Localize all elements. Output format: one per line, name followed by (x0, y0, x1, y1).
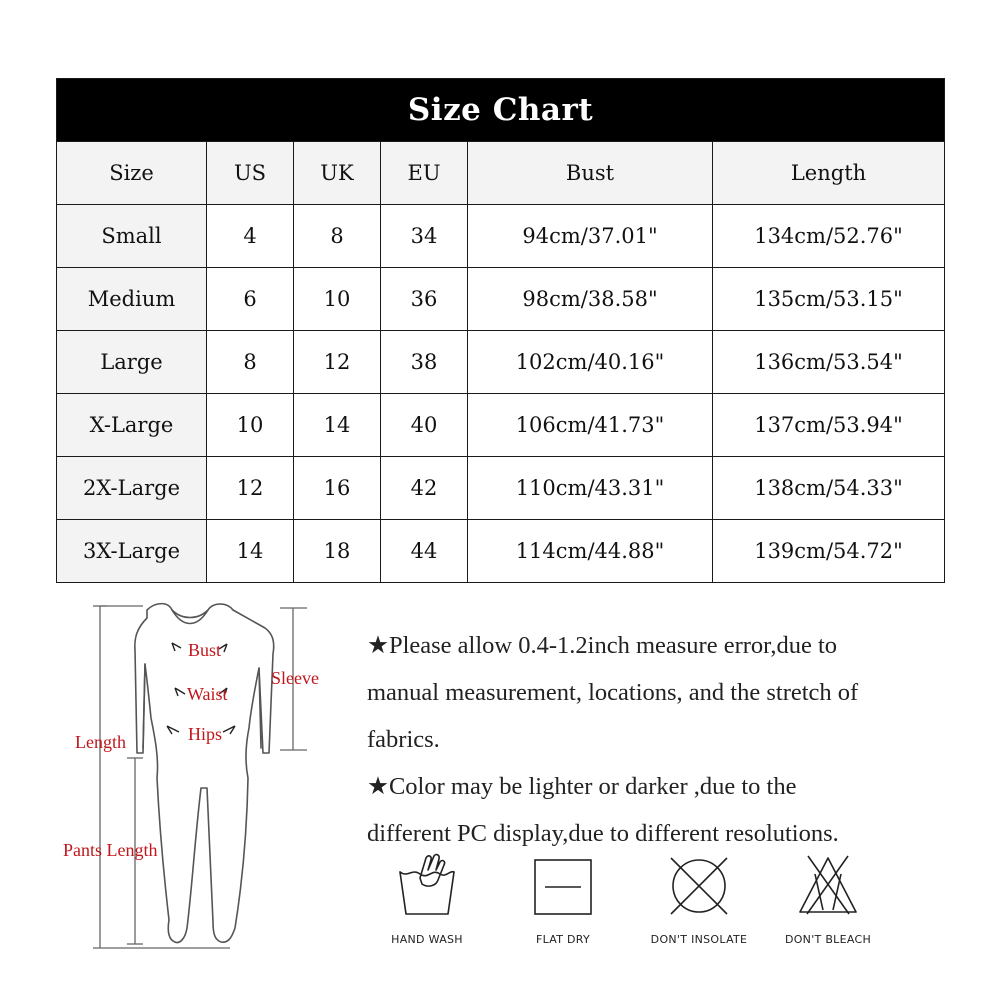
table-row (57, 394, 945, 457)
length-cell: 134cm/52.76" (713, 205, 945, 268)
dont-bleach-icon (763, 848, 893, 928)
dont-insolate-label: DON'T INSOLATE (650, 933, 748, 946)
length-cell: 138cm/54.33" (713, 457, 945, 520)
us-cell: 10 (207, 394, 294, 457)
hips-label: Hips (188, 724, 223, 744)
eu-cell: 44 (381, 520, 468, 583)
note-line: different PC display,due to different resolutions. (367, 820, 839, 847)
flat-dry-label: FLAT DRY (535, 933, 591, 946)
eu-cell: 38 (381, 331, 468, 394)
uk-cell: 18 (294, 520, 381, 583)
size-cell: Large (57, 331, 207, 394)
column-header-uk: UK (294, 142, 381, 205)
uk-cell: 10 (294, 268, 381, 331)
note-line: ★Please allow 0.4-1.2inch measure error,due to (367, 632, 837, 659)
uk-cell: 16 (294, 457, 381, 520)
column-header-length: Length (713, 142, 945, 205)
waist-label: Waist (187, 684, 228, 704)
eu-cell: 34 (381, 205, 468, 268)
size-cell: 3X-Large (57, 520, 207, 583)
table-row (57, 520, 945, 583)
bust-cell: 106cm/41.73" (468, 394, 713, 457)
care-item-flat-dry (498, 848, 628, 958)
uk-cell: 12 (294, 331, 381, 394)
length-cell: 135cm/53.15" (713, 268, 945, 331)
us-cell: 14 (207, 520, 294, 583)
bust-cell: 94cm/37.01" (468, 205, 713, 268)
table-row (57, 205, 945, 268)
hand-wash-icon (362, 848, 492, 928)
bust-label: Bust (188, 640, 222, 660)
uk-cell: 14 (294, 394, 381, 457)
column-header-bust: Bust (468, 142, 713, 205)
dont-bleach-label: DON'T BLEACH (784, 933, 872, 946)
size-cell: 2X-Large (57, 457, 207, 520)
length-cell: 136cm/53.54" (713, 331, 945, 394)
table-header-row (57, 142, 945, 205)
flat-dry-icon (498, 848, 628, 928)
bust-cell: 110cm/43.31" (468, 457, 713, 520)
size-cell: Medium (57, 268, 207, 331)
bust-cell: 98cm/38.58" (468, 268, 713, 331)
hand-wash-label: HAND WASH (391, 933, 463, 946)
table-row (57, 457, 945, 520)
note-line: ★Color may be lighter or darker ,due to the (367, 773, 797, 800)
uk-cell: 8 (294, 205, 381, 268)
sleeve-label: Sleeve (271, 668, 319, 688)
eu-cell: 40 (381, 394, 468, 457)
column-header-eu: EU (381, 142, 468, 205)
size-cell: X-Large (57, 394, 207, 457)
eu-cell: 36 (381, 268, 468, 331)
size-chart-table (56, 78, 945, 583)
care-item-dont-insolate (634, 848, 764, 958)
table-title: Size Chart (57, 79, 945, 142)
length-cell: 137cm/53.94" (713, 394, 945, 457)
note-line: fabrics. (367, 726, 440, 753)
column-header-us: US (207, 142, 294, 205)
note-line: manual measurement, locations, and the stretch of (367, 679, 859, 706)
us-cell: 4 (207, 205, 294, 268)
length-cell: 139cm/54.72" (713, 520, 945, 583)
us-cell: 6 (207, 268, 294, 331)
us-cell: 8 (207, 331, 294, 394)
table-row (57, 331, 945, 394)
us-cell: 12 (207, 457, 294, 520)
size-cell: Small (57, 205, 207, 268)
dont-insolate-icon (634, 848, 764, 928)
care-item-hand-wash (362, 848, 492, 958)
measurement-figure (55, 598, 355, 960)
eu-cell: 42 (381, 457, 468, 520)
length-label: Length (75, 732, 126, 752)
pants-length-label: Pants Length (63, 840, 158, 860)
bust-cell: 102cm/40.16" (468, 331, 713, 394)
table-row (57, 268, 945, 331)
notes-section (367, 622, 967, 857)
column-header-size: Size (57, 142, 207, 205)
care-item-dont-bleach (763, 848, 893, 958)
bust-cell: 114cm/44.88" (468, 520, 713, 583)
